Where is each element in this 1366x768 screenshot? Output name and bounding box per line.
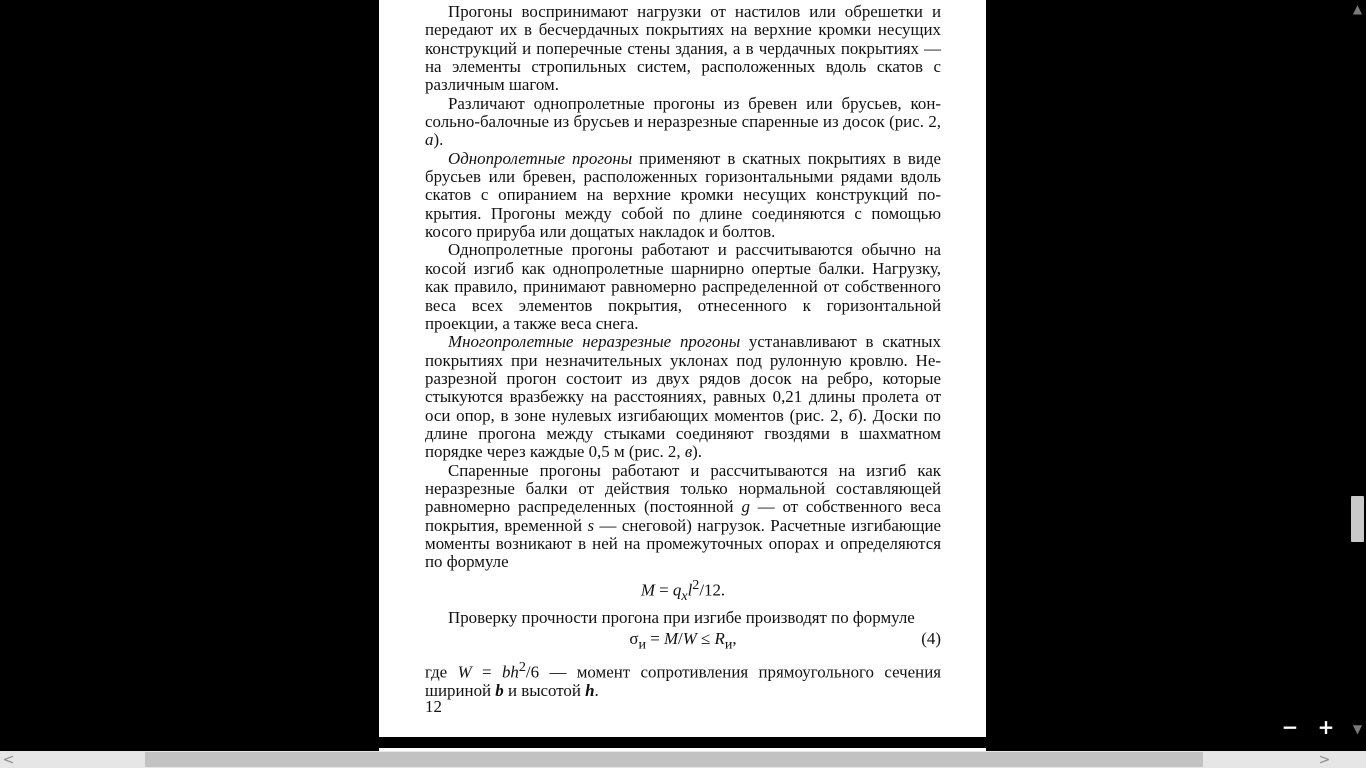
vertical-scrollbar[interactable] [1349, 0, 1366, 751]
scroll-down-arrow-icon[interactable]: ▼ [1352, 721, 1363, 736]
paragraph-check: Проверку прочности прогона при изгибе производят по формуле [448, 608, 915, 627]
page-body [425, 3, 941, 700]
zoom-out-button[interactable]: − [1281, 715, 1299, 739]
vertical-scroll-thumb[interactable] [1351, 496, 1364, 542]
formula-strength: $\sigma_и = M/W \le R_и$, (4) [629, 629, 941, 653]
paragraph-6: Спаренные прогоны работают и рассчитываются на изгиб как неразрезные балки от действия только нормальной составляющей равномерно распределенных (постоянной g — от собственного веса покрытия, временной s — снеговой) нагрузок. Расчетные изгибающие моменты возникают в ней на промежуточных опорах и определяются по формуле [425, 460, 941, 572]
paragraph-2: Различают однопролетные прогоны из бревен или брусьев, консольно-балочные из брусьев и неразрезные спаренные из досок (рис. 2, а). [425, 93, 941, 150]
horizontal-scrollbar[interactable] [0, 751, 1349, 768]
paragraph-4: Однопролетные прогоны работают и рассчитываются обычно на косой изгиб как однопролетные шарнирно опертые балки. Нагрузку, как правило, принимают равномерно распределенной от собственного веса всех элементов покрытия, отнесенного к горизонтальной проекции, а также веса снега. [425, 240, 941, 333]
paragraph-1: Прогоны воспринимают нагрузки от настилов или обрешетки и передают их в бесчердачных покрытиях на верхние кромки несущих конструкций и поперечные стены здания, а в чердачных покрытиях — на элементы стропильных систем, расположенных вдоль скатов с различным шагом. [425, 2, 941, 95]
scroll-right-arrow-icon[interactable]: > [1318, 751, 1331, 768]
formula-number: (4) [921, 629, 941, 649]
page-number: 12 [425, 697, 442, 716]
zoom-in-button[interactable]: + [1317, 715, 1335, 739]
paragraph-5: Многопролетные неразрезные прогоны устанавливают в скатных покрытиях при незначительных уклонах под рулонную кровлю. Неразрезной прогон состоит из двух рядов досок на ребро, которые стыкуются вразбежку на расстояниях, равных 0,21 длины пролета от оси опор, в зоне нулевых изгибающих моментов (рис. 2, б). Доски по длине прогона между стыками соединяют гвоздями в шахматном порядке через каждые 0,5 м (рис. 2, в). [425, 332, 941, 462]
scrollbar-corner [1349, 751, 1366, 768]
scroll-up-arrow-icon[interactable]: ▲ [1352, 1, 1363, 16]
scroll-left-arrow-icon[interactable]: < [2, 751, 15, 768]
horizontal-scroll-thumb[interactable] [145, 752, 1203, 767]
paragraph-where: где $W = bh^2/6$ — момент сопротивления прямоугольного сечения шириной b и высотой h. [425, 659, 942, 701]
document-page [379, 0, 986, 737]
paragraph-3: Однопролетные прогоны применяют в скатных покрытиях в виде брусьев или бревен, расположенных горизонтальными рядами вдоль скатов с опиранием на верхние кромки несущих конструкций покрытия. Прогоны между собой по длине соединяются с помощью косого прируба или дощатых накладок и болтов. [425, 148, 941, 242]
formula-moment: $M = q_xl^2/12$. [640, 576, 726, 604]
